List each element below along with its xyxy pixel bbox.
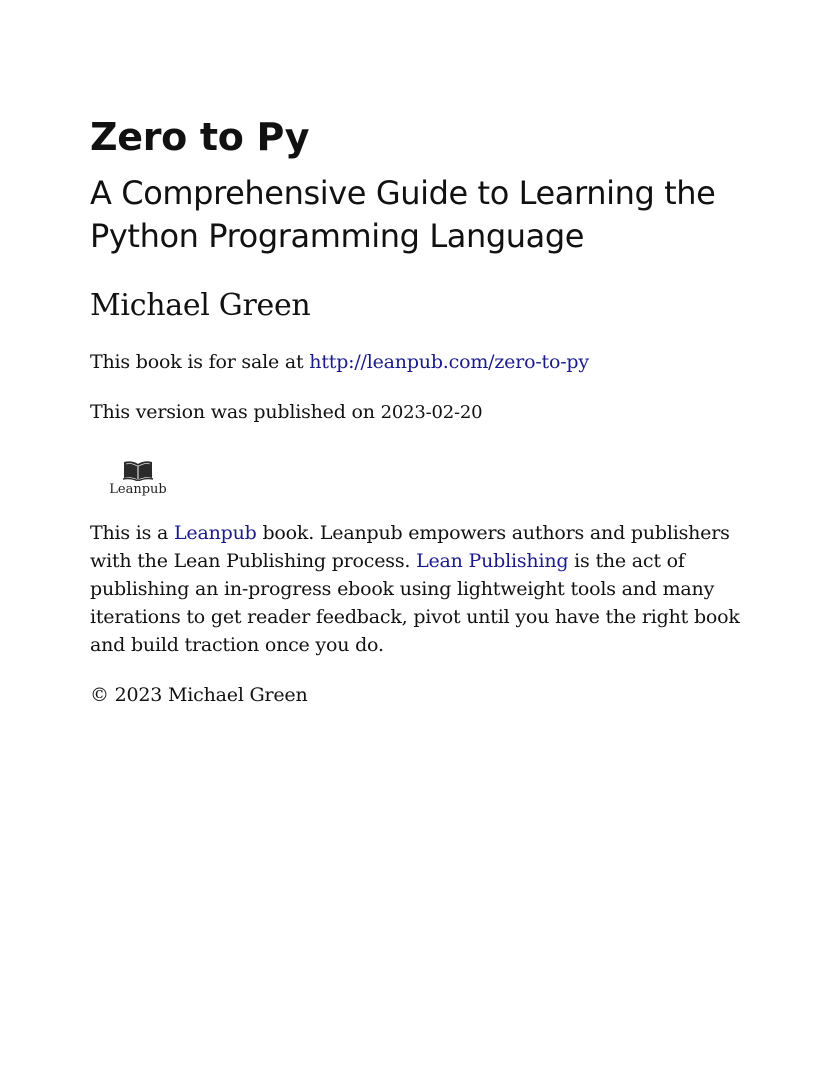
leanpub-link[interactable]: Leanpub [174,522,257,544]
logo-text: Leanpub [109,482,167,497]
title-page [90,110,740,709]
published-prefix: This version was published on [90,401,381,423]
published-line [90,398,740,427]
published-date: 2023-02-20 [380,402,483,423]
about-part1: This is a [90,522,175,544]
copyright-line: © 2023 Michael Green [90,684,308,706]
book-author: Michael Green [90,288,311,323]
sale-line [90,348,740,376]
about-part2: book. Leanpub empowers authors and publishers with the Lean Publishing process. [90,522,730,572]
about-paragraph [90,519,740,659]
sale-prefix: This book is for sale at [90,351,310,373]
open-book-icon [122,459,154,481]
sale-link[interactable]: http://leanpub.com/zero-to-py [309,351,589,373]
book-title: Zero to Py [90,115,310,159]
lean-publishing-link[interactable]: Lean Publishing [416,550,569,572]
about-part3: is the act of publishing an in-progress ebook using lightweight tools and many iterations to get reader feedback, pivot until you have the right book and build traction once you do. [90,550,740,656]
leanpub-logo [108,459,168,497]
book-subtitle: A Comprehensive Guide to Learning the Python Programming Language [90,174,716,255]
